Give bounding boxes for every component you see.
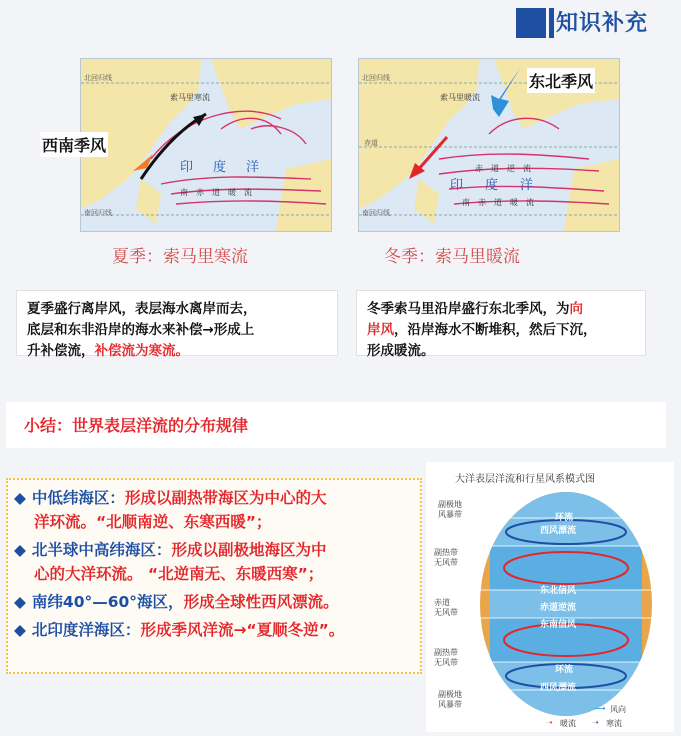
bullet-text: 形成季风洋流→“夏顺冬逆”。 [140, 621, 345, 639]
legend-warm: 暖流 [560, 719, 576, 728]
diamond-icon: ◆ [14, 621, 26, 639]
globe-label-8: 副极地 [438, 690, 462, 699]
summer-explanation [16, 290, 338, 359]
summary-title: 小结：世界表层洋流的分布规律 [24, 416, 249, 435]
globe-label-5: 无风带 [434, 608, 458, 617]
winter-caption: 冬季：索马里暖流 [384, 247, 520, 267]
legend-wind-icon: ⟶ [594, 704, 606, 713]
globe-band-text-3: 赤道逆流 [540, 603, 577, 613]
globe-title: 大洋表层洋流和行星风系模式图 [455, 474, 595, 485]
bullet-text: 洋环流。“北顺南逆、东寒西暖”； [34, 513, 272, 531]
winter-text-line3: 形成暖流。 [367, 343, 435, 359]
badge-bar-icon [549, 8, 554, 38]
winter-text-line2b: ，沿岸海水不断堆积，然后下沉， [394, 322, 597, 338]
bullet-text: 形成以副极地海区为中 [171, 541, 327, 559]
legend-cold: 寒流 [606, 719, 622, 728]
winter-south-current-label: 南赤道暖流 [462, 198, 542, 207]
globe-label-0: 副极地 [438, 500, 462, 509]
bullet-item [14, 486, 344, 510]
bullet-heading: 北半球中高纬海区： [31, 541, 172, 559]
winter-equator-label: 赤道 [364, 139, 378, 147]
globe-label-1: 风暴带 [438, 510, 462, 519]
bullet-heading: 南纬40°—60°海区， [31, 593, 184, 611]
winter-ocean-label: 印度洋 [450, 178, 556, 193]
globe-band-text-4: 东南信风 [540, 620, 577, 630]
globe-band-text-0: 环流 [555, 513, 574, 523]
globe-band-text-5: 环流 [555, 665, 574, 675]
summer-ocean-label: 印度洋 [180, 160, 280, 175]
bullet-text: 形成全球性西风漂流。 [183, 593, 339, 611]
summer-text-line2: 底层和东非沿岸的海水来补偿→形成上 [27, 322, 255, 338]
bullet-list [14, 486, 344, 642]
winter-countercurrent-label: 赤道逆流 [475, 164, 539, 173]
diamond-icon: ◆ [14, 593, 26, 611]
summer-tropic-north-label: 北回归线 [84, 74, 112, 82]
globe-band-text-6: 西风漂流 [540, 683, 577, 693]
bullet-item-cont [14, 562, 344, 586]
bullet-text: 心的大洋环流。 “北逆南无、东暖西寒”； [34, 565, 324, 583]
bullet-item [14, 590, 344, 614]
diamond-icon: ◆ [14, 541, 26, 559]
winter-explanation [356, 290, 646, 359]
globe-label-3: 无风带 [434, 558, 458, 567]
summer-south-current-label: 南赤道暖流 [180, 188, 260, 197]
summer-caption: 夏季：索马里寒流 [112, 247, 248, 267]
winter-tropic-north-label: 北回归线 [362, 74, 390, 82]
summer-wind-label: 西南季风 [40, 132, 108, 157]
globe-band-text-2: 东北信风 [540, 586, 577, 596]
badge-square-icon [516, 8, 546, 38]
globe-band-text-1: 西风漂流 [540, 526, 577, 536]
winter-tropic-south-label: 南回归线 [362, 209, 390, 217]
summer-text-line1: 夏季盛行离岸风，表层海水离岸而去， [27, 301, 257, 317]
winter-text-line1a: 冬季索马里沿岸盛行东北季风，为 [367, 301, 570, 317]
bullet-item [14, 538, 344, 562]
diamond-icon: ◆ [14, 489, 26, 507]
globe-label-9: 风暴带 [438, 700, 462, 709]
globe-label-2: 副热带 [434, 548, 458, 557]
winter-text-line2a: 岸风 [367, 322, 394, 338]
summer-tropic-south-label: 南回归线 [84, 209, 112, 217]
summer-text-line3b: 补偿流为寒流。 [94, 343, 189, 359]
bullet-heading: 中低纬海区： [31, 489, 125, 507]
summer-map-graphic [81, 59, 331, 231]
winter-wind-label: 东北季风 [527, 68, 595, 93]
globe-label-7: 无风带 [434, 658, 458, 667]
bullet-heading: 北印度洋海区： [31, 621, 141, 639]
globe-label-6: 副热带 [434, 648, 458, 657]
legend-warm-icon: ➝ [546, 718, 553, 727]
bullet-item-cont [14, 510, 344, 534]
section-badge-title: 知识补充 [556, 11, 649, 36]
winter-text-line1b: 向 [569, 301, 583, 317]
bullet-item [14, 618, 344, 642]
globe-label-4: 赤道 [434, 598, 450, 607]
winter-current-label: 索马里暖流 [440, 93, 480, 102]
bullet-text: 形成以副热带海区为中心的大 [124, 489, 327, 507]
legend-wind: 风向 [610, 705, 626, 714]
summer-current-label: 索马里寒流 [170, 93, 210, 102]
summer-text-line3a: 升补偿流， [27, 343, 95, 359]
legend-cold-icon: ➝ [592, 718, 599, 727]
summer-map [80, 58, 332, 232]
